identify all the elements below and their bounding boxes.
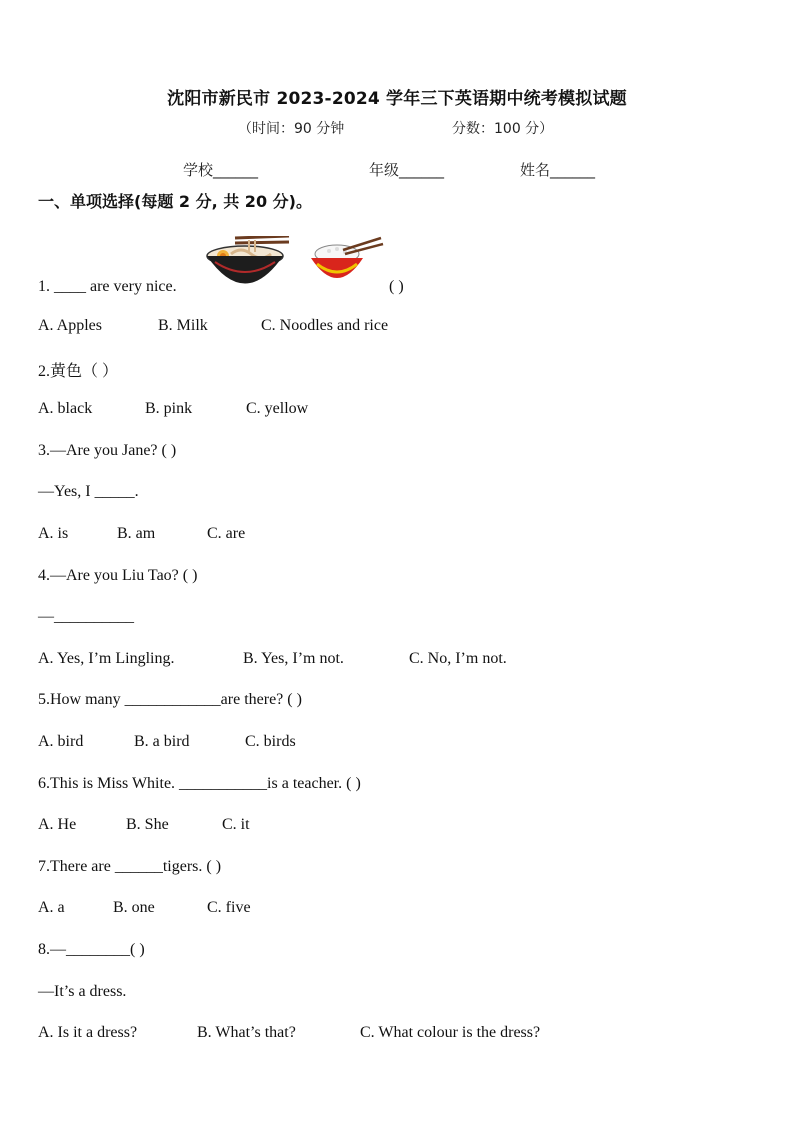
question-1-stem: 1. ____ are very nice. — [38, 278, 177, 295]
school-field: 学校______ — [183, 161, 259, 179]
option-a: A. is — [38, 525, 69, 542]
question-6: 6.This is Miss White. ___________is a teacher. ( ) — [38, 775, 361, 792]
exam-time: （时间：90 分钟 — [238, 121, 345, 137]
question-8: 8.—________( ) — [38, 941, 145, 958]
option-c: C. five — [207, 899, 251, 916]
option-b: B. one — [113, 899, 155, 916]
option-a: A. a — [38, 899, 65, 916]
question-2-options — [38, 400, 308, 418]
option-a: A. bird — [38, 733, 84, 750]
option-b: B. a bird — [134, 733, 190, 750]
question-5-options — [38, 733, 296, 751]
question-5: 5.How many ____________are there? ( ) — [38, 691, 302, 708]
option-a: A. black — [38, 400, 93, 417]
question-7-options — [38, 899, 251, 917]
option-a: A. Apples — [38, 317, 102, 334]
option-c: C. No, I’m not. — [409, 650, 507, 667]
question-4-options — [38, 650, 507, 668]
option-b: B. Milk — [158, 317, 208, 334]
option-b: B. pink — [145, 400, 193, 417]
option-c: C. it — [222, 816, 250, 833]
question-1-answer-paren: ( ) — [389, 278, 404, 295]
question-1 — [38, 278, 177, 296]
question-8-options — [38, 1024, 540, 1042]
question-3-sub: —Yes, I _____. — [38, 483, 139, 500]
question-1-options — [38, 317, 388, 335]
question-4-sub: —__________ — [38, 608, 134, 625]
question-8-sub: —It’s a dress. — [38, 983, 127, 1000]
food-illustration — [205, 236, 385, 301]
question-6-options — [38, 816, 250, 834]
page-title: 沈阳市新民市 2023-2024 学年三下英语期中统考模拟试题 — [167, 89, 627, 109]
question-2: 2.黄色（ ） — [38, 363, 119, 380]
option-b: B. She — [126, 816, 169, 833]
option-c: C. are — [207, 525, 246, 542]
noodles-and-rice-icon — [205, 236, 385, 296]
option-a: A. Yes, I’m Lingling. — [38, 650, 175, 667]
option-b: B. What’s that? — [197, 1024, 296, 1041]
name-field: 姓名______ — [520, 161, 596, 179]
option-c: C. What colour is the dress? — [360, 1024, 541, 1041]
question-4: 4.—Are you Liu Tao? ( ) — [38, 567, 198, 584]
option-a: A. Is it a dress? — [38, 1024, 138, 1041]
exam-score: 分数：100 分） — [452, 121, 554, 137]
option-c: C. birds — [245, 733, 296, 750]
option-b: B. Yes, I’m not. — [243, 650, 344, 667]
option-a: A. He — [38, 816, 77, 833]
section-heading: 一、单项选择(每题 2 分, 共 20 分)。 — [38, 192, 312, 211]
grade-field: 年级______ — [369, 161, 445, 179]
option-b: B. am — [117, 525, 156, 542]
option-c: C. yellow — [246, 400, 309, 417]
option-c: C. Noodles and rice — [261, 317, 389, 334]
question-3-options — [38, 525, 245, 543]
question-7: 7.There are ______tigers. ( ) — [38, 858, 222, 875]
question-3: 3.—Are you Jane? ( ) — [38, 442, 177, 459]
